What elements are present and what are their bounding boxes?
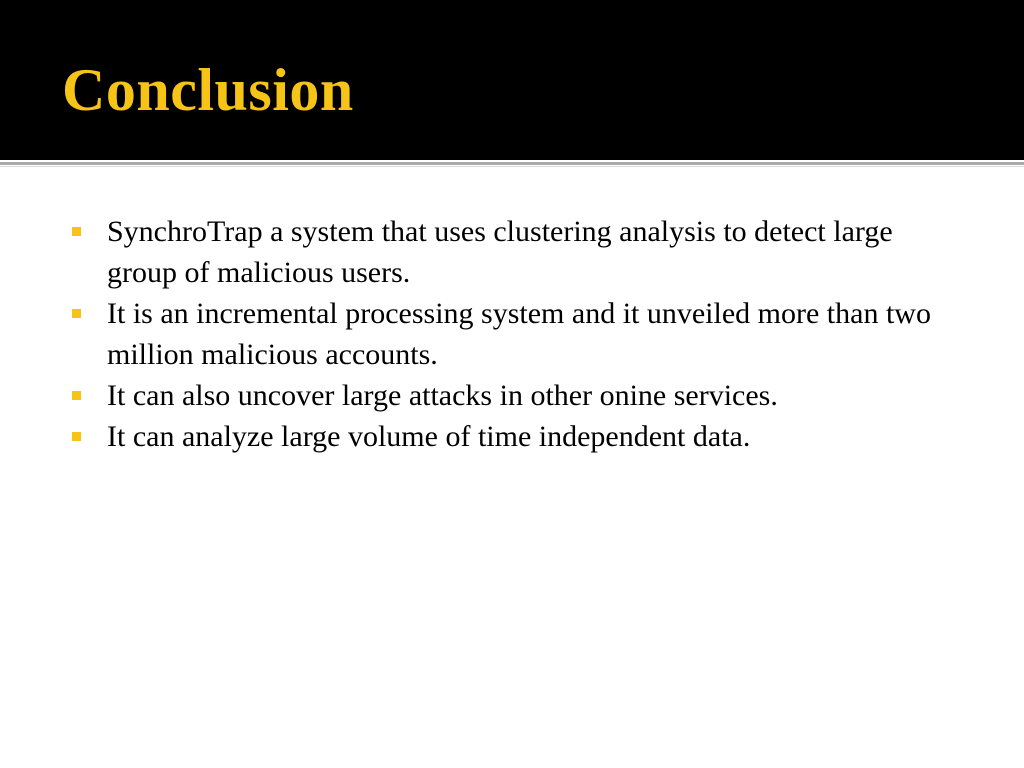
bullet-item [72,211,952,293]
square-bullet-icon [72,391,81,400]
bullet-item [72,416,952,457]
square-bullet-icon [72,309,81,318]
bullet-text: It can analyze large volume of time independent data. [107,420,751,453]
bullet-list [72,211,952,457]
bullet-text: SynchroTrap a system that uses clustering analysis to detect large group of malicious users. [107,215,893,289]
slide-title: Conclusion [62,57,354,123]
bullet-text: It can also uncover large attacks in other onine services. [107,379,778,412]
square-bullet-icon [72,227,81,236]
square-bullet-icon [72,432,81,441]
title-bar [0,0,1024,160]
bullet-text: It is an incremental processing system and it unveiled more than two million malicious accounts. [107,297,931,371]
title-divider-highlight [0,166,1024,167]
title-divider [0,162,1024,165]
bullet-item [72,375,952,416]
bullet-item [72,293,952,375]
